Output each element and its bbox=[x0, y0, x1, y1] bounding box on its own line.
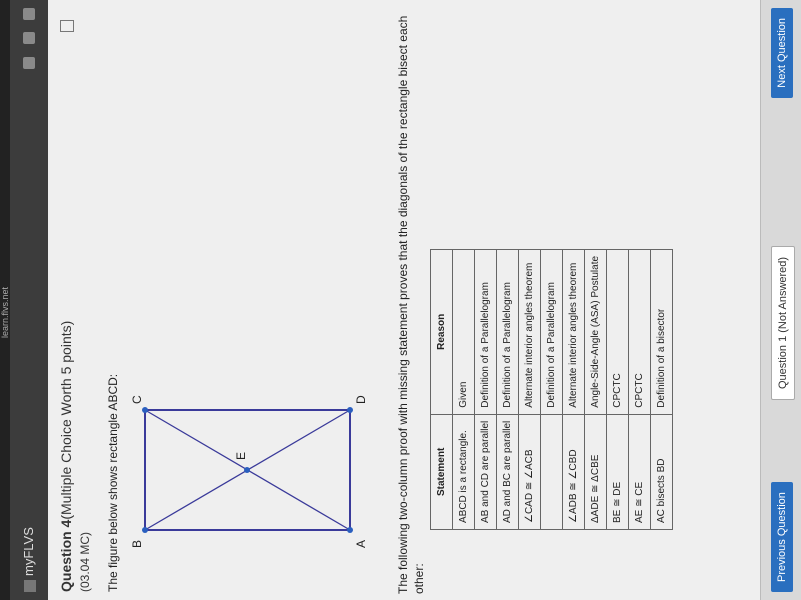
table-row bbox=[519, 249, 541, 529]
reason-cell: Definition of a Parallelogram bbox=[541, 249, 563, 414]
table-row bbox=[541, 249, 563, 529]
statement-cell: ΔADE ≅ ΔCBE bbox=[585, 414, 607, 529]
header-icons bbox=[22, 8, 40, 77]
statement-cell: ∠ADB ≅ ∠CBD bbox=[563, 414, 585, 529]
label-a: A bbox=[354, 539, 368, 548]
reason-cell: Alternate interior angles theorem bbox=[519, 249, 541, 414]
table-row bbox=[651, 249, 673, 529]
point-b bbox=[142, 527, 148, 533]
app-header bbox=[10, 0, 48, 600]
statement-cell: BE ≅ DE bbox=[607, 414, 629, 529]
table-row bbox=[607, 249, 629, 529]
notebook-icon[interactable] bbox=[23, 57, 35, 69]
question-title bbox=[58, 12, 74, 592]
rectangle-figure bbox=[125, 340, 375, 548]
label-e: E bbox=[234, 451, 248, 460]
question-selector[interactable]: Question 1 (Not Answered) bbox=[771, 246, 795, 400]
label-d: D bbox=[354, 395, 368, 404]
statement-cell: AE ≅ CE bbox=[629, 414, 651, 529]
statement-cell: AD and BC are parallel bbox=[497, 414, 519, 529]
statement-cell: AC bisects BD bbox=[651, 414, 673, 529]
statement-cell: ABCD is a rectangle. bbox=[453, 414, 475, 529]
lock-icon[interactable] bbox=[23, 32, 35, 44]
question-code: (03.04 MC) bbox=[78, 531, 92, 592]
point-a bbox=[347, 527, 353, 533]
table-row bbox=[453, 249, 475, 529]
point-c bbox=[142, 407, 148, 413]
menu-icon[interactable] bbox=[23, 8, 35, 20]
reason-cell: Definition of a Parallelogram bbox=[497, 249, 519, 414]
table-header-row bbox=[431, 249, 453, 529]
question-number: Question 4 bbox=[58, 519, 74, 592]
reason-cell: Given bbox=[453, 249, 475, 414]
previous-question-button[interactable]: Previous Question bbox=[771, 482, 793, 592]
reason-cell: Definition of a bisector bbox=[651, 249, 673, 414]
next-question-button[interactable]: Next Question bbox=[771, 8, 793, 98]
proof-table bbox=[430, 249, 673, 530]
reason-cell: CPCTC bbox=[607, 249, 629, 414]
label-b: B bbox=[130, 539, 144, 548]
header-statement: Statement bbox=[431, 414, 453, 529]
app-logo[interactable] bbox=[21, 527, 36, 592]
proof-intro: The following two-column proof with missing statement proves that the diagonals of the rectangle bisect each other: bbox=[396, 15, 426, 594]
bookmark-icon[interactable] bbox=[60, 20, 74, 32]
browser-tab-bar bbox=[0, 0, 10, 600]
url-text: learn.flvs.net bbox=[0, 286, 10, 338]
question-points: (Multiple Choice Worth 5 points) bbox=[58, 320, 74, 520]
reason-cell: Alternate interior angles theorem bbox=[563, 249, 585, 414]
table-row bbox=[563, 249, 585, 529]
missing-statement-cell bbox=[541, 414, 563, 529]
point-e bbox=[244, 467, 250, 473]
app-name: myFLVS bbox=[21, 527, 36, 576]
flvs-logo-icon bbox=[24, 580, 36, 592]
question-footer bbox=[760, 0, 801, 600]
statement-cell: AB and CD are parallel bbox=[475, 414, 497, 529]
label-c: C bbox=[130, 395, 144, 404]
table-row bbox=[497, 249, 519, 529]
question-prompt: The figure below shows rectangle ABCD: bbox=[106, 373, 120, 592]
statement-cell: ∠CAD ≅ ∠ACB bbox=[519, 414, 541, 529]
table-row bbox=[629, 249, 651, 529]
reason-cell: Definition of a Parallelogram bbox=[475, 249, 497, 414]
question-content bbox=[58, 12, 120, 592]
reason-cell: Angle-Side-Angle (ASA) Postulate bbox=[585, 249, 607, 414]
header-reason: Reason bbox=[431, 249, 453, 414]
table-row bbox=[475, 249, 497, 529]
point-d bbox=[347, 407, 353, 413]
table-row bbox=[585, 249, 607, 529]
reason-cell: CPCTC bbox=[629, 249, 651, 414]
